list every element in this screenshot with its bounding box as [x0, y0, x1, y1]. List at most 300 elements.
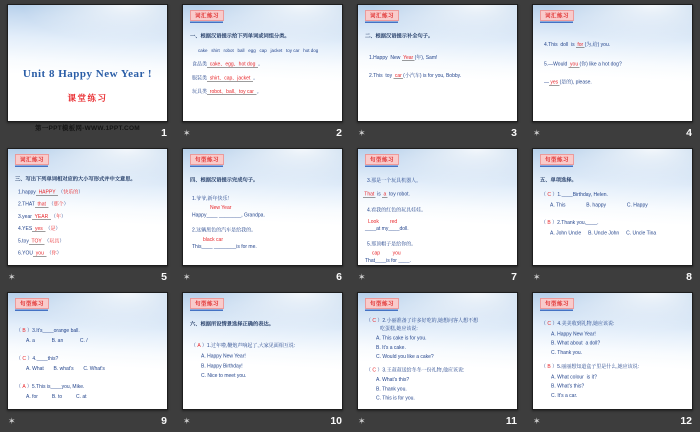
question-text: 1.Happy New [369, 54, 402, 61]
question-text: C. Thank you. [551, 349, 583, 356]
question-text: （ [191, 342, 198, 349]
question-text: ）3.It's____orange ball. [25, 328, 80, 334]
slide-cell [350, 144, 525, 288]
slide-cell [0, 144, 175, 288]
slide-subtitle: 课堂练习 [67, 93, 108, 103]
practice-tab-label: 词汇练习 [365, 10, 399, 21]
slide-text-line [192, 196, 342, 202]
question-text: 四、根据汉语提示完成句子。 [190, 177, 259, 183]
question-text: ） [63, 201, 69, 207]
slide-cell [0, 0, 175, 144]
slide-text-line [18, 214, 167, 220]
question-text: 。 [258, 61, 264, 67]
slide-thumbnail-1[interactable] [7, 4, 168, 132]
tab-underline [15, 310, 48, 312]
slide-text-line [18, 238, 167, 244]
question-text: A. Happy New Year! [551, 331, 596, 337]
answer-text: 快乐的 [63, 189, 79, 195]
question-text: ） [56, 250, 62, 256]
slide-footer [532, 266, 693, 288]
slide-text-line [201, 373, 342, 379]
slide-thumbnail-10[interactable] [182, 292, 343, 410]
question-text: This____ ________is for me. [192, 244, 257, 250]
practice-tab-wrap [15, 154, 49, 167]
slide-text-line [376, 377, 517, 383]
question-text: toy robot. [387, 191, 410, 197]
question-text: 4.YES [18, 226, 33, 232]
question-text: 二、根据汉语提示补全句子。 [365, 33, 434, 39]
slide-number: 3 [511, 127, 517, 139]
question-text: is [375, 191, 383, 197]
question-text: A. John Uncle B. Uncle John C. Uncle Tina [550, 230, 657, 236]
practice-tab-label: 词汇练习 [15, 154, 49, 165]
question-text: （ [541, 364, 548, 370]
question-text: ） [78, 189, 84, 195]
answer-text: C [22, 356, 27, 362]
question-text: ）4.____this? [26, 356, 59, 362]
question-text: （ [366, 318, 373, 324]
slide-text-line [203, 237, 342, 243]
slide-text-line [201, 354, 342, 360]
slide-text-line [16, 384, 167, 390]
slide-text-line [551, 393, 692, 399]
slide-text-line [365, 258, 517, 264]
answer-text: That [363, 191, 376, 197]
slide-text-line [541, 220, 692, 226]
answer-text: B [22, 328, 26, 334]
question-text: 三、写出下列单词相对应的大小写形式并中文意思。 [15, 176, 136, 182]
slide-text-line [192, 244, 342, 250]
question-text: A. a B. an C. / [26, 337, 88, 344]
slide-canvas [533, 5, 692, 121]
question-text: 2.This toy [369, 73, 394, 79]
practice-tab-label: 词汇练习 [190, 10, 224, 21]
slide-text-line [380, 326, 517, 332]
tab-underline [540, 166, 573, 168]
slide-canvas [183, 293, 342, 409]
animation-indicator-icon[interactable]: ✶ [8, 271, 16, 282]
slide-footer [357, 266, 518, 288]
question-text: ）3.王叔叔送给冬冬一份礼物,他应该说: [376, 367, 465, 373]
question-text: A. What colour is it? [551, 374, 597, 380]
question-text: 5.那顶帽子是给你的。 [367, 241, 417, 247]
question-text: A. This B. happy C. Happy [550, 202, 648, 208]
slide-text-line [26, 338, 167, 344]
question-text: ） [59, 238, 65, 244]
question-text: cake shirt robot ball egg cap jacket toy car hot dog [198, 47, 319, 53]
slide-text-line [210, 205, 342, 211]
slide-text-line [201, 363, 342, 369]
slide-footer [182, 122, 343, 144]
slide-footer [532, 410, 693, 432]
animation-indicator-icon[interactable]: ✶ [358, 415, 366, 426]
question-text: (是的), please. [559, 79, 592, 85]
answer-text: 那个 [53, 201, 64, 207]
tab-underline [190, 166, 223, 168]
slide-text-line [376, 336, 517, 342]
question-text: C. This is for you. [376, 395, 415, 401]
slide-canvas [183, 5, 342, 121]
slide-text-line [551, 374, 692, 380]
slide-text-line [18, 251, 167, 257]
slide-text-line [365, 226, 517, 232]
slide-number: 1 [161, 127, 167, 139]
slide-canvas [533, 293, 692, 409]
question-text [379, 219, 390, 225]
slide-thumbnail-6[interactable] [182, 148, 343, 266]
practice-tab-label: 句型练习 [190, 154, 224, 165]
practice-tab-label: 句型练习 [190, 298, 224, 309]
question-text: 六、根据所设情景选择正确的表达。 [190, 321, 274, 327]
answer-text: robot、ball、toy car [207, 89, 257, 95]
slide-footer [7, 410, 168, 432]
question-text: （ [541, 321, 548, 327]
slide-cell [525, 288, 700, 432]
practice-tab-wrap [540, 154, 574, 167]
question-text: ）2.Thank you,____. [550, 219, 599, 226]
answer-text: B [547, 364, 551, 370]
slide-thumbnail-11[interactable] [357, 292, 518, 410]
slide-footer [357, 122, 518, 144]
slide-canvas [8, 293, 167, 409]
tab-underline [365, 166, 398, 168]
answer-text: you [33, 250, 47, 256]
slide-cell [350, 288, 525, 432]
answer-text: 是 [50, 226, 56, 232]
slide-canvas [358, 149, 517, 265]
question-text: That____is for ____. [365, 257, 411, 264]
slide-thumbnail-12[interactable] [532, 292, 693, 410]
slide-text-line [372, 251, 517, 257]
answer-text: YEAR [31, 213, 51, 220]
animation-indicator-icon[interactable]: ✶ [183, 127, 191, 138]
answer-text: yes [549, 79, 560, 85]
slide-number: 7 [511, 271, 517, 283]
slide-text-line [18, 202, 167, 208]
slide-text-line [190, 33, 342, 40]
tab-underline [15, 166, 48, 168]
answer-text: you [392, 250, 401, 256]
answer-text: 玩具 [49, 238, 60, 244]
tab-underline [190, 310, 223, 312]
question-text: 4.看我的红色的玩具娃娃。 [367, 207, 427, 213]
slide-canvas [358, 5, 517, 121]
practice-tab-label: 句型练习 [365, 154, 399, 165]
slide-text-line [26, 366, 167, 372]
question-text: （ [50, 213, 56, 220]
answer-text: red [389, 218, 398, 225]
answer-text: you [568, 61, 580, 67]
question-text: 吃蛋糕,她应该说: [380, 325, 418, 332]
practice-tab-label: 句型练习 [365, 298, 399, 309]
slide-text-line [192, 228, 342, 234]
slide-thumbnail-3[interactable] [357, 4, 518, 122]
question-text: B. Thank you. [376, 386, 407, 392]
answer-text: car [393, 73, 404, 79]
question-text: (你) like a hot dog? [579, 61, 622, 67]
slide-text-line [369, 73, 517, 79]
slide-text-line [551, 384, 692, 390]
animation-indicator-icon[interactable]: ✶ [183, 271, 191, 282]
question-text: 6.YOU [18, 250, 34, 256]
slide-text-line [192, 212, 342, 218]
slide-text-line [540, 177, 692, 184]
slide-thumbnail-4[interactable] [532, 4, 693, 122]
slide-number: 11 [505, 415, 517, 427]
answer-text: black car [203, 236, 224, 243]
slide-number: 6 [336, 271, 342, 283]
slide-text-line [368, 219, 517, 225]
answer-text: Look [368, 218, 379, 225]
question-text: ） [55, 226, 61, 232]
slide-cell [0, 288, 175, 432]
slide-canvas [8, 149, 167, 265]
slide-text-line [367, 178, 517, 184]
practice-tab-wrap [190, 10, 224, 23]
question-text: ）4.美美收到礼物,她应该说: [551, 321, 615, 327]
animation-indicator-icon[interactable]: ✶ [533, 415, 541, 426]
slide-text-line [541, 364, 692, 370]
answer-text: B [547, 219, 551, 226]
slide-text-line [551, 341, 692, 347]
question-text: B. What's this? [551, 383, 585, 389]
slide-footer [182, 266, 343, 288]
practice-tab-wrap [540, 298, 574, 311]
slide-cell [525, 0, 700, 144]
template-credit: 第一PPT模板网-WWW.1PPT.COM [35, 124, 140, 132]
question-text: ） [60, 213, 66, 220]
answer-text: 年 [55, 213, 61, 220]
slide-text-line [26, 394, 167, 400]
animation-indicator-icon[interactable]: ✶ [533, 127, 541, 138]
slide-text-line [376, 345, 517, 351]
animation-indicator-icon[interactable]: ✶ [358, 127, 366, 138]
answer-text: C [372, 318, 377, 324]
slide-text-line [376, 396, 517, 402]
question-text: （ [541, 219, 548, 226]
answer-text: for [575, 42, 585, 48]
slide-text-line [376, 386, 517, 392]
slide-cell [175, 0, 350, 144]
slide-number: 12 [680, 415, 692, 427]
answer-text: cap [372, 250, 381, 256]
slide-text-line [366, 367, 517, 373]
question-text: C. Nice to meet you. [201, 373, 247, 379]
animation-indicator-icon[interactable]: ✶ [8, 415, 16, 426]
slide-cell [525, 144, 700, 288]
slide-footer [182, 410, 343, 432]
slide-text-line [191, 343, 342, 349]
answer-text: that [34, 201, 49, 207]
slide-text-line [544, 61, 692, 67]
question-text: 4.This doll is [544, 42, 576, 48]
slide-canvas [533, 149, 692, 265]
slide-text-line [376, 354, 517, 360]
slide-text-line [544, 42, 692, 48]
question-text: （ [16, 356, 23, 362]
slide-text-line [192, 62, 342, 68]
question-text: 2.THAT [18, 201, 35, 207]
slide-text-line [551, 350, 692, 356]
slide-number: 9 [161, 415, 167, 427]
slide-footer [532, 122, 693, 144]
tab-underline [365, 22, 398, 24]
answer-text: shirt、cap、jacket [207, 75, 254, 81]
answer-text: A [22, 384, 26, 390]
question-text: 3.那是一个玩具机器人。 [367, 178, 422, 184]
slide-text-line [367, 241, 517, 247]
practice-tab-label: 句型练习 [15, 298, 49, 309]
answer-text: A [197, 342, 201, 349]
slide-cell [175, 288, 350, 432]
question-text: （ [366, 367, 373, 373]
answer-text: New Year [210, 205, 232, 211]
question-text: ____at my____doll. [365, 226, 409, 232]
slide-cell [175, 144, 350, 288]
question-text: — [544, 79, 549, 85]
practice-tab-label: 句型练习 [540, 298, 574, 309]
answer-text: 你 [51, 250, 57, 256]
answer-text: C [372, 367, 377, 373]
tab-underline [540, 310, 573, 312]
slide-cell [350, 0, 525, 144]
slide-text-line [550, 203, 692, 209]
question-text: 玩具类 [192, 89, 207, 95]
question-text: ）5.丽丽想知道盒子里是什么,她应该说: [550, 364, 640, 370]
question-text: 1.爷爷,新年快乐！ [192, 195, 233, 202]
practice-tab-wrap [365, 10, 399, 23]
question-text: （ [48, 201, 54, 207]
slide-number: 8 [686, 271, 692, 283]
question-text: ）5.This is____you, Mike. [25, 384, 85, 390]
slide-canvas [183, 149, 342, 265]
tab-underline [365, 310, 398, 312]
question-text: 。 [256, 89, 262, 95]
question-text [380, 251, 393, 257]
slide-number: 2 [336, 127, 342, 139]
answer-text: C [547, 191, 552, 198]
tab-underline [190, 22, 223, 24]
slide-text-line [192, 75, 342, 81]
question-text: （ [46, 250, 52, 256]
question-text: 。 [253, 75, 259, 81]
question-text: ）2.小丽准备了许多好吃的,她想问客人想不想 [376, 318, 478, 324]
slide-text-line [16, 356, 167, 362]
slide-text-line [550, 231, 692, 237]
slide-text-line [369, 55, 517, 61]
question-text: ）1.过年啦,鞭炮声响起了,大家见面相互说: [200, 342, 296, 349]
question-text: 五、单项选择。 [540, 177, 577, 183]
animation-indicator-icon[interactable]: ✶ [358, 271, 366, 282]
question-text: A. What's this? [376, 377, 410, 383]
slide-thumbnail-2[interactable] [182, 4, 343, 122]
slide-text-line [15, 176, 167, 183]
slide-title: Unit 8 Happy New Year ! [22, 67, 153, 80]
slide-thumbnail-9[interactable] [7, 292, 168, 410]
practice-tab-wrap [540, 10, 574, 23]
slide-footer [7, 266, 168, 288]
animation-indicator-icon[interactable]: ✶ [183, 415, 191, 426]
question-text: B. What about a doll? [551, 340, 601, 346]
slide-number: 4 [686, 127, 692, 139]
question-text: 5.—Would [544, 61, 569, 67]
practice-tab-wrap [365, 298, 399, 311]
answer-text: yes [32, 226, 46, 232]
practice-tab-wrap [190, 154, 224, 167]
question-text: 2.这辆黑色的汽车是给我的。 [192, 227, 257, 233]
slide-text-line [18, 226, 167, 232]
practice-tab-wrap [15, 298, 49, 311]
slide-text-line [544, 80, 692, 86]
question-text: Happy____ ________, Grandpa. [192, 212, 265, 218]
answer-text: Year [401, 54, 415, 61]
tab-underline [540, 22, 573, 24]
question-text: 1.happy [18, 189, 36, 195]
question-text: （ [58, 189, 64, 195]
question-text: (为,给) you. [584, 42, 611, 48]
question-text: 服装类 [192, 75, 207, 81]
question-text: ）1.____Birthday, Helen. [551, 191, 608, 198]
question-text: C. Would you like a cake? [376, 354, 434, 360]
question-text: (小汽车) is for you, Bobby. [403, 73, 462, 79]
question-text: A. This cake is for you. [376, 335, 427, 341]
slide-text-line [16, 328, 167, 334]
slide-number: 5 [161, 271, 167, 283]
question-text: （ [44, 238, 50, 244]
question-text: （ [45, 226, 51, 232]
question-text: A. What B. what's C. What's [26, 365, 105, 372]
slide-footer [357, 410, 518, 432]
practice-tab-label: 句型练习 [540, 154, 574, 165]
question-text: 一、根据汉语提示给下列单词或词组分类。 [190, 33, 290, 39]
slide-text-line [365, 33, 517, 40]
answer-text: C [547, 321, 552, 327]
slide-thumbnail-5[interactable] [7, 148, 168, 266]
question-text: 3.year [18, 213, 32, 220]
slide-text-line [541, 192, 692, 198]
question-text: （ [16, 328, 23, 334]
animation-indicator-icon[interactable]: ✶ [533, 271, 541, 282]
slide-text-line [190, 321, 342, 328]
question-text: A. for B. to C. at [26, 393, 87, 400]
slide-text-line [18, 189, 167, 195]
question-text: C. It's a car. [551, 392, 578, 399]
question-text: 5.toy [18, 238, 29, 244]
slide-text-line [192, 89, 342, 95]
question-text: 食品类 [192, 61, 207, 67]
slide-thumbnail-8[interactable] [532, 148, 693, 266]
answer-text: a [382, 191, 388, 197]
slide-text-line [367, 208, 517, 214]
slide-text-line [190, 177, 342, 184]
slide-text-line [366, 318, 517, 324]
answer-text: HAPPY [35, 189, 59, 195]
answer-text: TOY [28, 238, 45, 244]
practice-tab-wrap [190, 298, 224, 311]
answer-text: cake、egg、hot dog [207, 61, 259, 67]
slide-text-line [541, 321, 692, 327]
slide-text-line [198, 48, 342, 54]
question-text: （ [16, 384, 23, 390]
slide-number: 10 [330, 415, 342, 427]
question-text: B. It's a cake. [376, 344, 406, 351]
slide-canvas [358, 293, 517, 409]
question-text: A. Happy New Year! [201, 353, 246, 359]
practice-tab-wrap [365, 154, 399, 167]
question-text: （ [541, 191, 548, 198]
slide-text-line [551, 331, 692, 337]
slide-thumbnail-7[interactable] [357, 148, 518, 266]
